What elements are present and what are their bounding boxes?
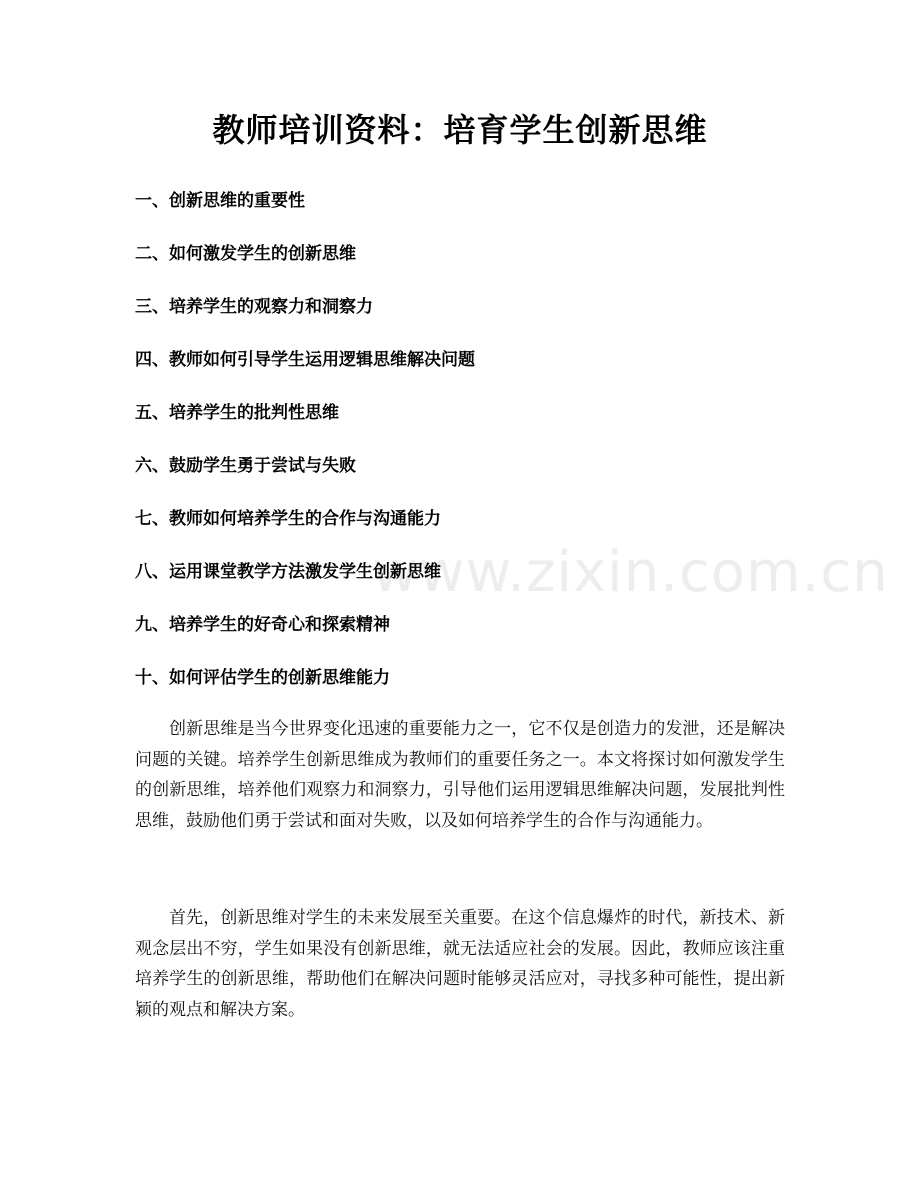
toc-item-4: 四、教师如何引导学生运用逻辑思维解决问题 (135, 350, 475, 370)
toc-item-10: 十、如何评估学生的创新思维能力 (135, 668, 390, 688)
toc-item-1: 一、创新思维的重要性 (135, 191, 305, 211)
toc-item-3: 三、培养学生的观察力和洞察力 (135, 297, 373, 317)
toc-item-2: 二、如何激发学生的创新思维 (135, 244, 356, 264)
toc-item-8: 八、运用课堂教学方法激发学生创新思维 (135, 562, 441, 582)
toc-item-6: 六、鼓励学生勇于尝试与失败 (135, 456, 356, 476)
toc-item-5: 五、培养学生的批判性思维 (135, 403, 339, 423)
intro-paragraph: 创新思维是当今世界变化迅速的重要能力之一，它不仅是创造力的发泄，还是解决问题的关键。培养学生创新思维成为教师们的重要任务之一。本文将探讨如何激发学生的创新思维，培养他们观察力和洞察力，引导他们运用逻辑思维解决问题，发展批判性思维，鼓励他们勇于尝试和面对失败，以及如何培养学生的合作与沟通能力。 (135, 719, 785, 831)
document-title: 教师培训资料：培育学生创新思维 (212, 111, 708, 149)
toc-item-7: 七、教师如何培养学生的合作与沟通能力 (135, 509, 441, 529)
table-of-contents (135, 186, 795, 716)
body-paragraph: 首先，创新思维对学生的未来发展至关重要。在这个信息爆炸的时代，新技术、新观念层出不穷，学生如果没有创新思维，就无法适应社会的发展。因此，教师应该注重培养学生的创新思维，帮助他们在解决问题时能够灵活应对，寻找多种可能性，提出新颖的观点和解决方案。 (135, 908, 785, 1020)
watermark: www.zixin.com.cn (372, 540, 889, 605)
toc-item-9: 九、培养学生的好奇心和探索精神 (135, 615, 390, 635)
